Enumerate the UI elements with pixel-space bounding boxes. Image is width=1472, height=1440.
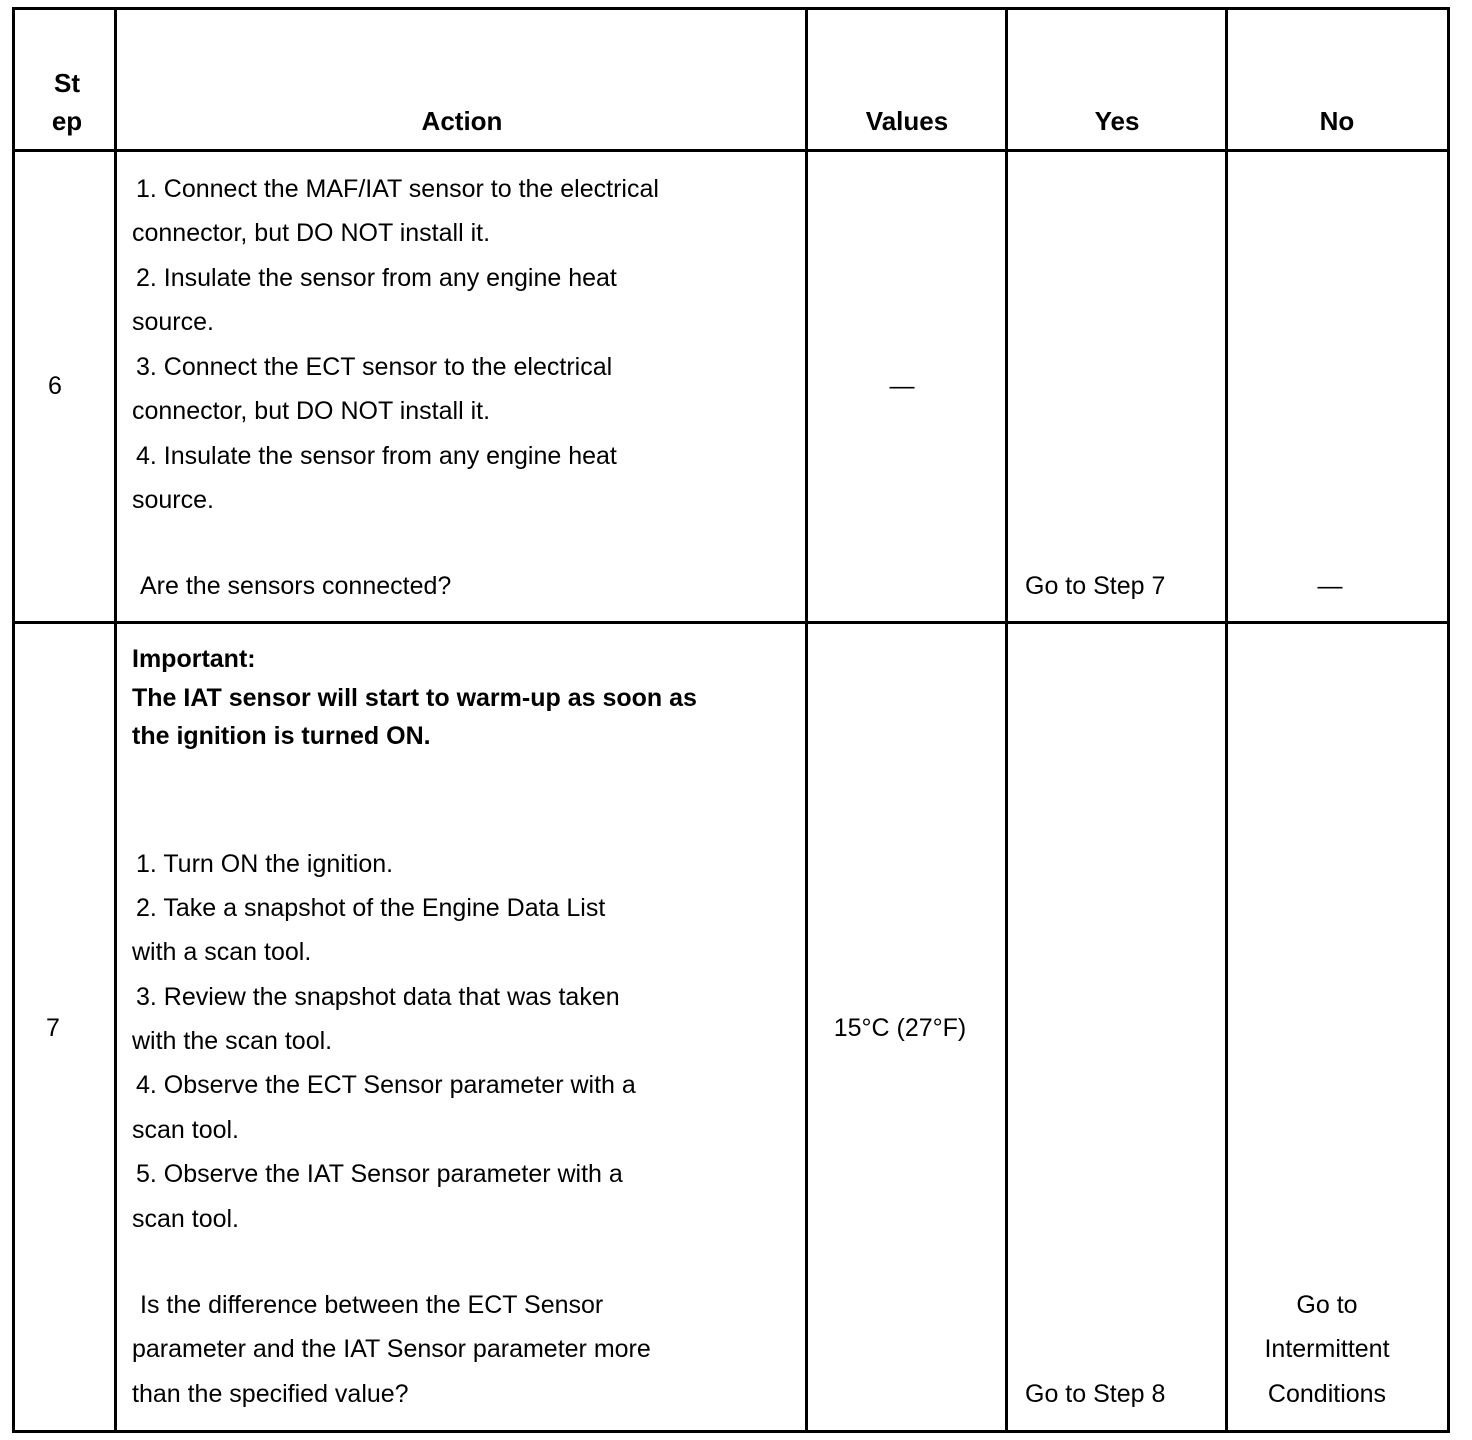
row-divider-step6 (12, 621, 1450, 624)
action-line: 4. Observe the ECT Sensor parameter with a (136, 1071, 636, 1099)
header-step-line1: St (54, 68, 80, 98)
col-divider-action (805, 7, 808, 1433)
action-line: 3. Review the snapshot data that was taken (136, 983, 620, 1011)
important-note-line: the ignition is turned ON. (132, 722, 431, 750)
important-label: Important: (132, 645, 256, 673)
action-line: with the scan tool. (132, 1027, 333, 1055)
action-question: than the specified value? (132, 1380, 409, 1408)
action-line: 2. Take a snapshot of the Engine Data List (136, 894, 606, 922)
step-number: 6 (48, 372, 62, 400)
action-line: with a scan tool. (132, 938, 312, 966)
action-question: Are the sensors connected? (140, 572, 452, 600)
action-line: 5. Observe the IAT Sensor parameter with a (136, 1160, 623, 1188)
action-line: connector, but DO NOT install it. (132, 397, 491, 425)
no-cell: Intermittent (1264, 1335, 1390, 1363)
action-line: 3. Connect the ECT sensor to the electrical (136, 353, 613, 381)
header-action: Action (421, 106, 503, 136)
action-line: source. (132, 308, 214, 336)
no-cell: Go to (1296, 1291, 1358, 1319)
table-border-left (12, 7, 15, 1433)
table-border-right (1447, 7, 1450, 1433)
col-divider-values (1005, 7, 1008, 1433)
values-cell: 15°C (27°F) (833, 1014, 967, 1042)
header-yes: Yes (1094, 106, 1140, 136)
col-divider-yes (1225, 7, 1228, 1433)
table-border-top (12, 7, 1450, 10)
action-line: 1. Connect the MAF/IAT sensor to the electrical (136, 175, 659, 203)
action-line: 1. Turn ON the ignition. (136, 850, 394, 878)
action-question: parameter and the IAT Sensor parameter more (132, 1335, 651, 1363)
action-line: 4. Insulate the sensor from any engine heat (136, 442, 617, 470)
header-values: Values (865, 106, 949, 136)
header-no: No (1319, 106, 1355, 136)
action-question: Is the difference between the ECT Sensor (140, 1291, 604, 1319)
yes-cell: Go to Step 8 (1025, 1380, 1166, 1408)
action-line: 2. Insulate the sensor from any engine heat (136, 264, 617, 292)
row-divider-header (12, 149, 1450, 152)
yes-cell: Go to Step 7 (1025, 572, 1166, 600)
values-cell: — (889, 372, 915, 400)
table-border-bottom (12, 1430, 1450, 1433)
no-cell: Conditions (1267, 1380, 1387, 1408)
step-number: 7 (46, 1014, 60, 1042)
no-cell: — (1317, 572, 1343, 600)
header-step-line2: ep (51, 106, 83, 136)
action-line: scan tool. (132, 1205, 240, 1233)
action-line: connector, but DO NOT install it. (132, 219, 491, 247)
important-note-line: The IAT sensor will start to warm-up as soon as (132, 684, 697, 712)
col-divider-step (114, 7, 117, 1433)
action-line: source. (132, 486, 214, 514)
action-line: scan tool. (132, 1116, 240, 1144)
